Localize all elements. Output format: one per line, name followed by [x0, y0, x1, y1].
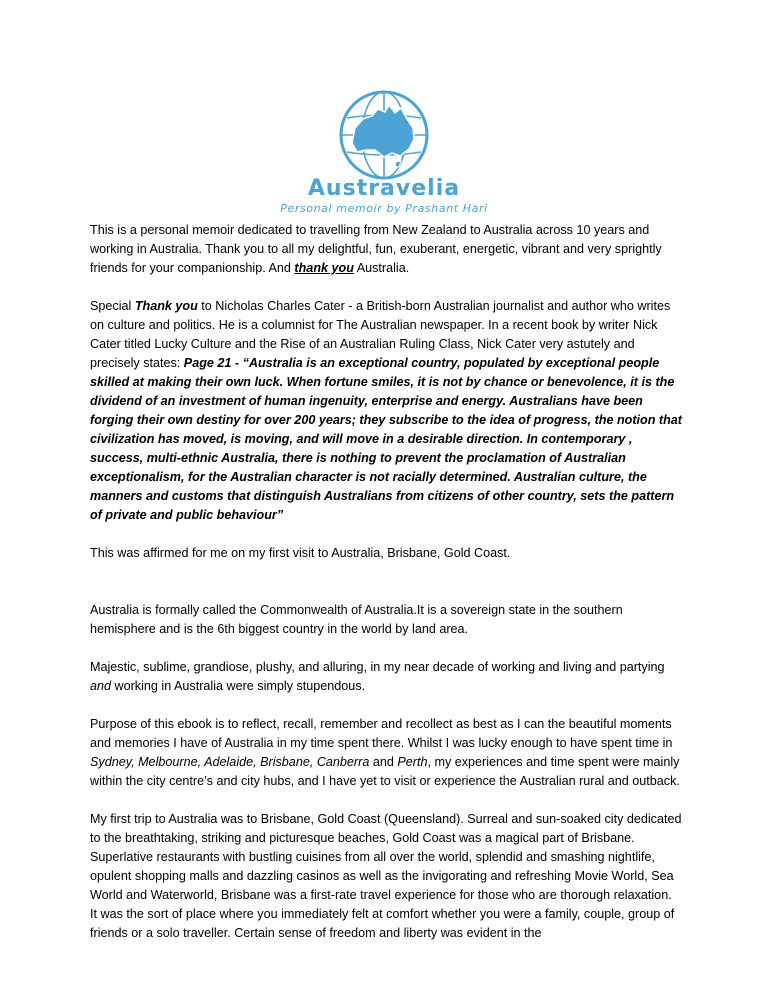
paragraph-commonwealth: Australia is formally called the Commonwealth of Australia.It is a sovereign state in the southern hemisphere and is the 6th biggest country in the world by land area.	[90, 603, 623, 636]
paragraph-intro: This is a personal memoir dedicated to travelling from New Zealand to Australia across 10 years and working in Australia. Thank you to all my delightful, fun, exuberant, energetic, vibrant and very sprightly friends for your companionship. And thank you Australia.	[90, 223, 662, 275]
book-quote: Page 21 - “Australia is an exceptional country, populated by exceptional people skilled at making their own luck. When fortune smiles, it is not by chance or benevolence, it is the dividend of an investment of human ingenuity, enterprise and energy. Australians have been forging their own destiny for over 200 years; they subscribe to the idea of progress, the notion that civilization has moved, is moving, and will move in a desirable direction. In contemporary , success, multi-ethnic Australia, there is nothing to prevent the proclamation of Australian exceptionalism, for the Australian character is not racially determined. Australian culture, the manners and customs that distinguish Australians from citizens of other country, sets the pattern of private and public behaviour”	[90, 356, 683, 522]
paragraph-first-trip: My first trip to Australia was to Brisbane, Gold Coast (Queensland). Surreal and sun-soaked city dedicated to the breathtaking, striking and picturesque beaches, Gold Coast was a magical part of Brisbane. Superlative restaurants with bustling cuisines from all over the world, splendid and smashing nightlife, opulent shopping malls and dazzling casinos as well as the invigorating and refreshing Movie World, Sea World and Waterworld, Brisbane was a first-rate travel experience for those who are thorough relaxation. It was the sort of place where you immediately felt at comfort whether you were a family, couple, group of friends or a solo traveller. Certain sense of freedom and liberty was evident in the	[90, 812, 682, 940]
australia-globe-icon	[337, 88, 431, 182]
paragraph-purpose: Purpose of this ebook is to reflect, recall, remember and recollect as best as I can the beautiful moments and memories I have of Australia in my time spent there. Whilst I was lucky enough to have spent time in Sydney, Melbourne, Adelaide, Brisbane, Canberra and Perth, my experiences and time spent were mainly within the city centre’s and city hubs, and I have yet to visit or experience the Australian rural and outback.	[90, 717, 680, 788]
paragraph-affirmed: This was affirmed for me on my first visit to Australia, Brisbane, Gold Coast.	[90, 546, 511, 560]
paragraph-majestic: Majestic, sublime, grandiose, plushy, and alluring, in my near decade of working and living and partying and working in Australia were simply stupendous.	[90, 660, 665, 693]
thank-you-emphasis: thank you	[294, 261, 354, 275]
brand-title: Austravelia	[307, 176, 461, 201]
logo	[280, 88, 488, 215]
paragraph-nick-cater: Special Thank you to Nicholas Charles Cater - a British-born Australian journalist and author who writes on culture and politics. He is a columnist for The Australian newspaper. In a recent book by writer Nick Cater titled Lucky Culture and the Rise of an Australian Ruling Class, Nick Cater very astutely and precisely states: Page 21 - “Australia is an exceptional country, populated by exceptional people skilled at making their own luck. When fortune smiles, it is not by chance or benevolence, it is the dividend of an investment of human ingenuity, enterprise and energy. Australians have been forging their own destiny for over 200 years; they subscribe to the idea of progress, the notion that civilization has moved, is moving, and will move in a desirable direction. In contemporary , success, multi-ethnic Australia, there is nothing to prevent the proclamation of Australian exceptionalism, for the Australian character is not racially determined. Australian culture, the manners and customs that distinguish Australians from citizens of other country, sets the pattern of private and public behaviour”	[90, 299, 683, 522]
document-body	[90, 221, 682, 962]
brand-tagline: Personal memoir by Prashant Hari	[280, 202, 488, 215]
